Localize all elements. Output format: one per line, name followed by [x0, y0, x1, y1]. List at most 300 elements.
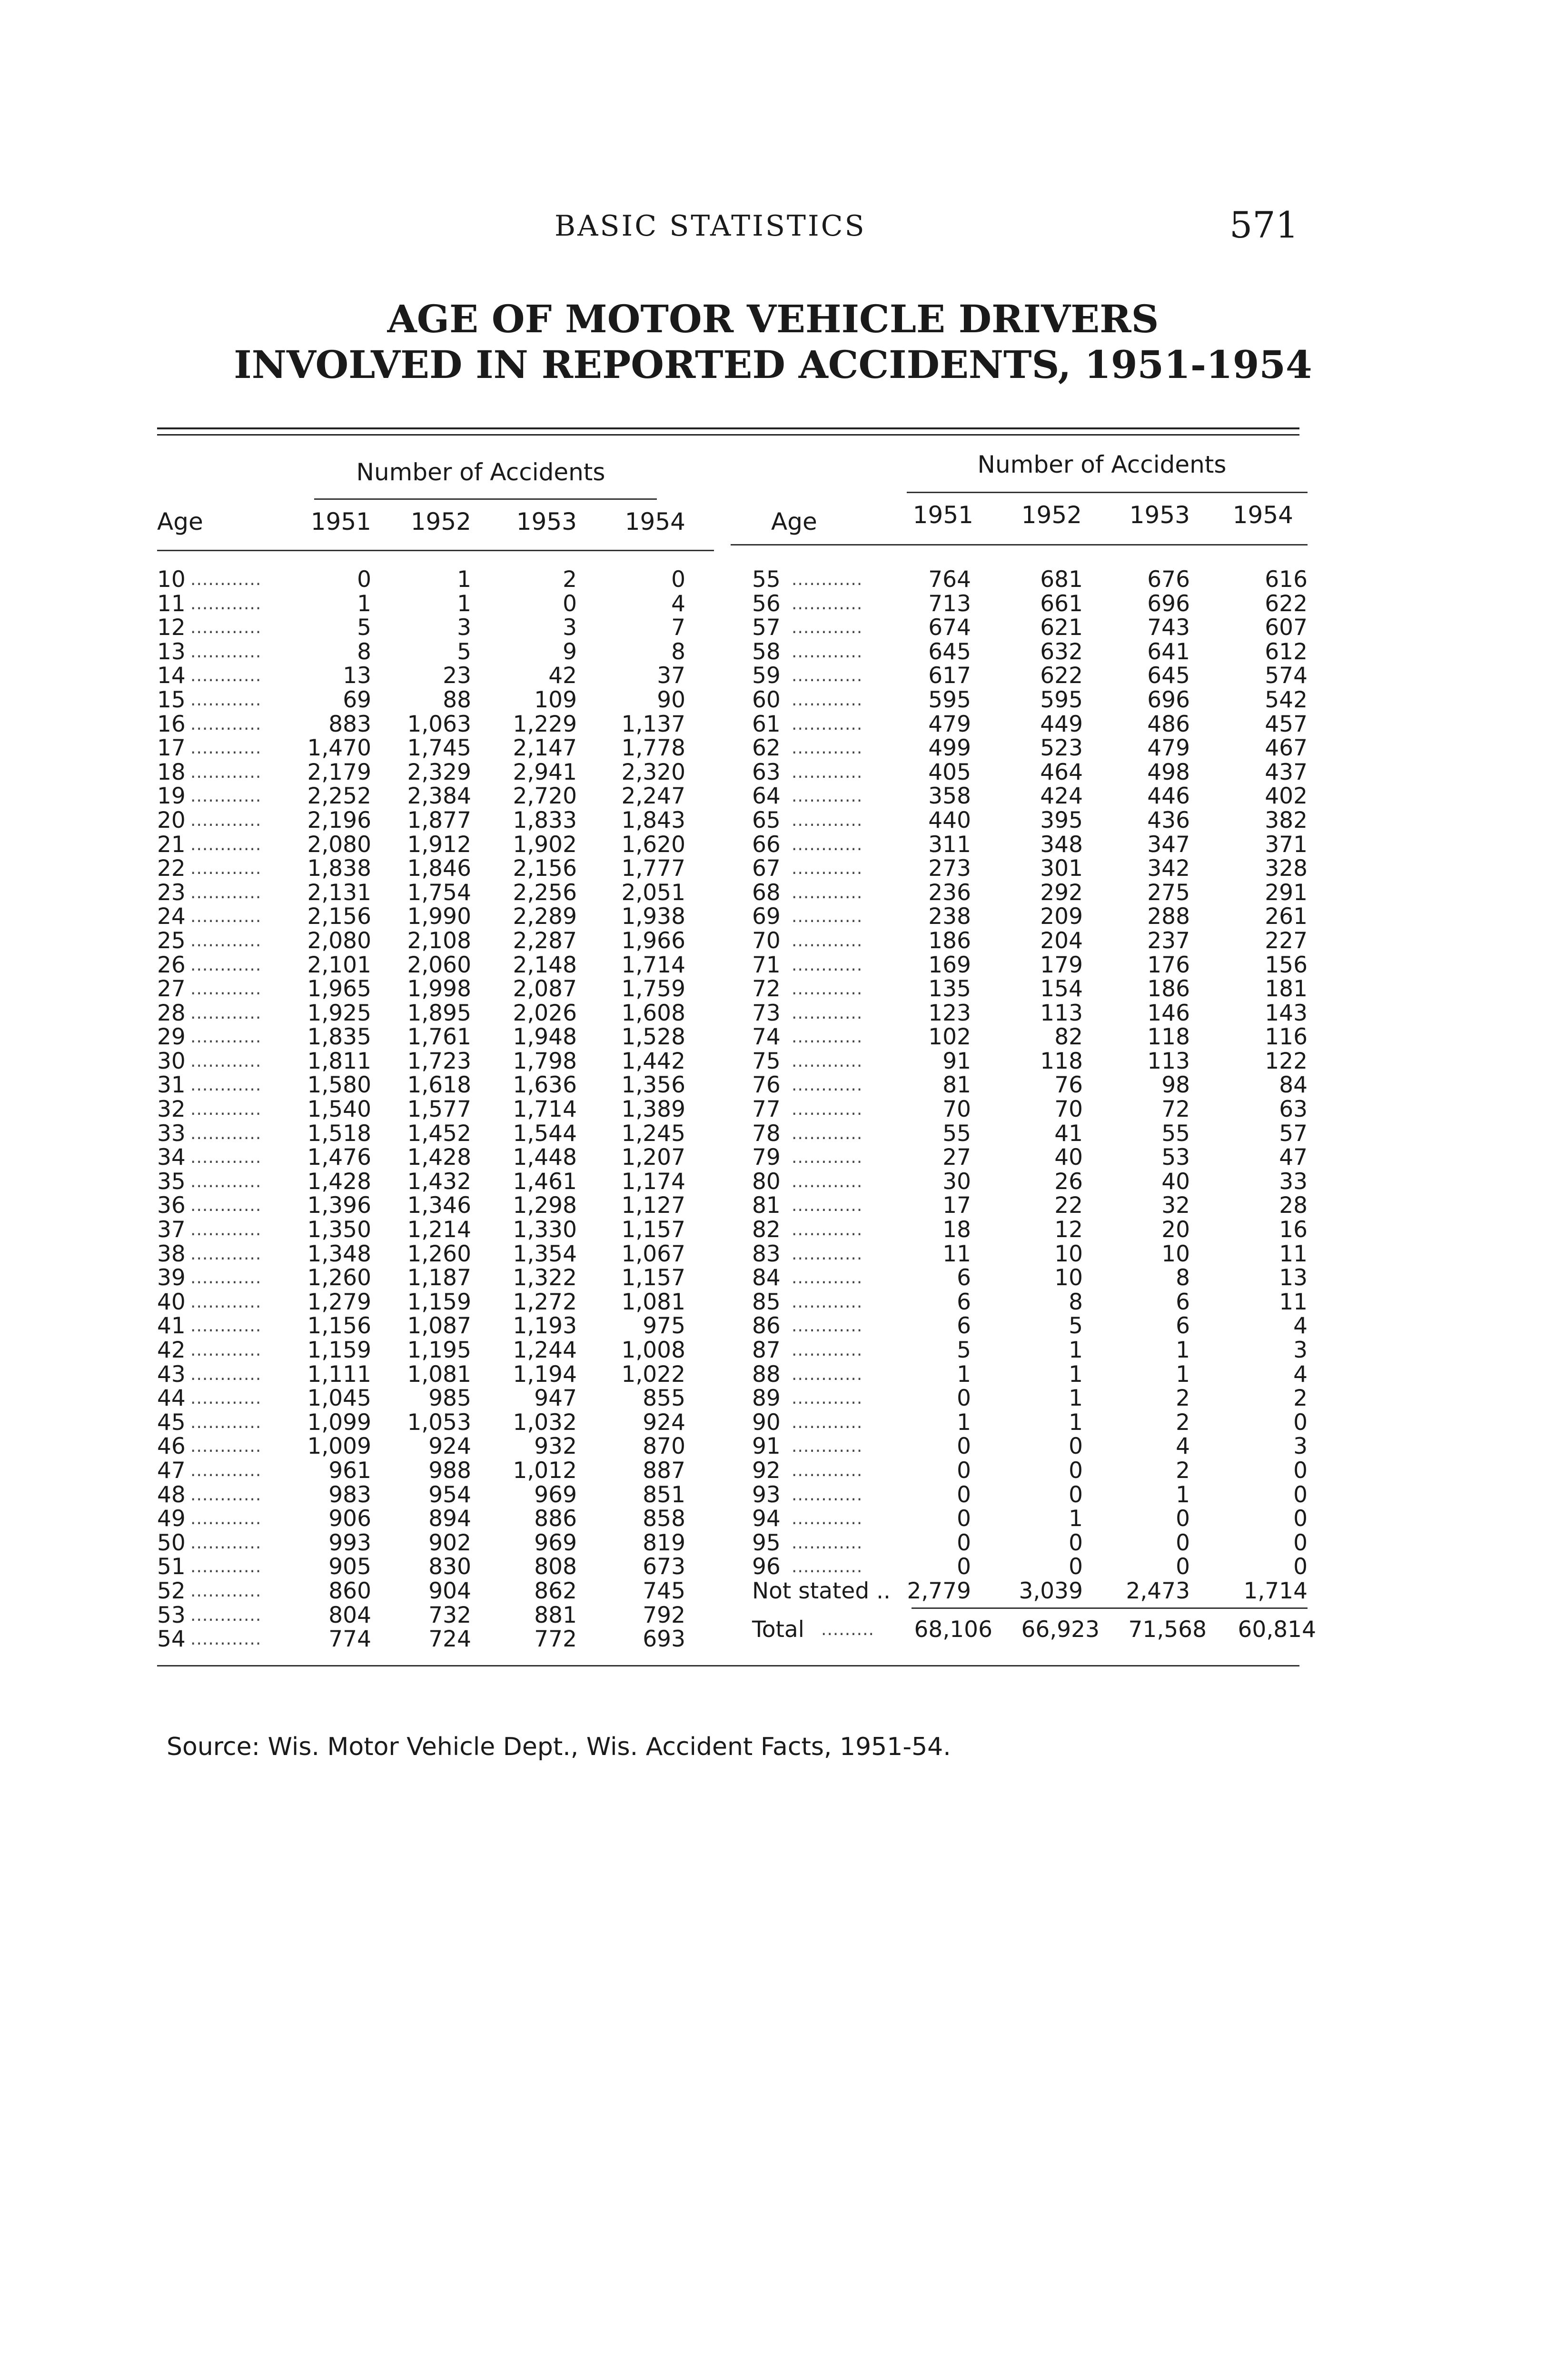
title-line-1: AGE OF MOTOR VEHICLE DRIVERS: [387, 297, 1159, 341]
value-cell-1954: 90: [657, 686, 685, 713]
value-cell-1952: 1,081: [407, 1361, 471, 1388]
value-cell-1954: 122: [1265, 1048, 1308, 1074]
age-cell: 63: [752, 759, 781, 785]
table-row: [157, 1339, 721, 1363]
dot-leader: ............: [190, 1171, 262, 1191]
span-rule-right: [907, 492, 1308, 493]
value-cell-1952: 113: [1040, 1000, 1083, 1026]
age-cell: 35: [157, 1168, 186, 1195]
value-cell-1951: 135: [928, 976, 971, 1002]
value-cell-1952: 10: [1054, 1240, 1083, 1267]
value-cell-1951: 1: [957, 1361, 971, 1388]
table-row: [731, 1218, 1308, 1242]
value-cell-1954: 1,081: [621, 1289, 685, 1315]
age-cell: 80: [752, 1168, 781, 1195]
value-cell-1952: 523: [1040, 735, 1083, 762]
value-cell-1953: 42: [548, 663, 577, 689]
value-cell-1954: 4: [671, 590, 685, 617]
value-cell-1954: 37: [657, 663, 685, 689]
table-row: [157, 1555, 721, 1579]
table-row: [157, 1459, 721, 1483]
table-row: [157, 1242, 721, 1267]
value-cell-1954: 371: [1265, 831, 1308, 858]
value-cell-1952: 830: [428, 1554, 471, 1580]
value-cell-1953: 1,902: [513, 831, 577, 858]
value-cell-1951: 1,156: [307, 1313, 371, 1339]
value-cell-1954: 402: [1265, 783, 1308, 810]
value-cell-1954: 2: [1293, 1385, 1308, 1412]
table-row: [157, 1387, 721, 1411]
value-cell-1951: 0: [957, 1457, 971, 1484]
table-row: [157, 1314, 721, 1339]
value-cell-1952: 209: [1040, 903, 1083, 930]
table-row: [731, 1122, 1308, 1146]
age-header-right: Age: [771, 508, 817, 536]
value-cell-1954: 437: [1265, 759, 1308, 785]
running-head: BASIC STATISTICS: [555, 209, 866, 243]
value-cell-1953: 55: [1161, 1120, 1190, 1147]
value-cell-1952: 3,039: [1019, 1577, 1083, 1604]
value-cell-1951: 169: [928, 952, 971, 978]
age-cell: 73: [752, 1000, 781, 1026]
value-cell-1951: 186: [928, 927, 971, 954]
value-cell-1952: 23: [443, 663, 471, 689]
value-cell-1952: 732: [428, 1602, 471, 1628]
value-cell-1954: 116: [1265, 1024, 1308, 1051]
age-cell: 29: [157, 1024, 186, 1051]
value-cell-1951: 0: [957, 1506, 971, 1532]
dot-leader: ............: [190, 1292, 262, 1312]
value-cell-1952: 1,877: [407, 807, 471, 833]
age-cell: 31: [157, 1072, 186, 1099]
value-cell-1952: 1,346: [407, 1192, 471, 1219]
dot-leader: ............: [792, 642, 863, 662]
value-cell-1951: 70: [942, 1096, 971, 1123]
age-cell: 90: [752, 1409, 781, 1436]
value-cell-1953: 886: [534, 1506, 577, 1532]
age-cell: 79: [752, 1144, 781, 1171]
value-cell-1953: 186: [1147, 976, 1190, 1002]
value-cell-1954: 1,157: [621, 1265, 685, 1291]
table-row: [157, 1073, 721, 1098]
value-cell-1951: 5: [957, 1337, 971, 1363]
dot-leader: ............: [792, 1460, 863, 1480]
value-cell-1953: 2,720: [513, 783, 577, 810]
value-cell-1952: 1,745: [407, 735, 471, 762]
table-row: [731, 688, 1308, 713]
age-cell: 71: [752, 952, 781, 978]
dot-leader: ............: [792, 1557, 863, 1577]
value-cell-1951: 1,580: [307, 1072, 371, 1099]
table-row: [731, 736, 1308, 761]
value-cell-1951: 6: [957, 1265, 971, 1291]
value-cell-1952: 1,998: [407, 976, 471, 1002]
table-row: [731, 929, 1308, 953]
value-cell-1954: 1,620: [621, 831, 685, 858]
table-row: [157, 1531, 721, 1556]
age-cell: 52: [157, 1577, 186, 1604]
age-cell: 21: [157, 831, 186, 858]
value-cell-1954: 1,759: [621, 976, 685, 1002]
dot-leader: ............: [190, 690, 262, 710]
value-cell-1951: 774: [328, 1626, 371, 1653]
span-header-right: Number of Accidents: [977, 451, 1227, 478]
value-cell-1954: 63: [1279, 1096, 1308, 1123]
dot-leader: ............: [792, 810, 863, 830]
dot-leader: ............: [190, 1388, 262, 1408]
table-row: [157, 1627, 721, 1652]
value-cell-1951: 993: [328, 1529, 371, 1556]
value-cell-1951: 0: [957, 1481, 971, 1508]
age-cell: 32: [157, 1096, 186, 1123]
value-cell-1953: 2,289: [513, 903, 577, 930]
age-cell: 87: [752, 1337, 781, 1363]
value-cell-1951: 27: [942, 1144, 971, 1171]
value-cell-1952: 2,384: [407, 783, 471, 810]
value-cell-1953: 696: [1147, 686, 1190, 713]
dot-leader: ............: [792, 907, 863, 927]
value-cell-1952: 988: [428, 1457, 471, 1484]
table-row: [731, 1507, 1308, 1531]
table-row: [157, 905, 721, 929]
age-cell: 48: [157, 1481, 186, 1508]
value-cell-1951: 1,260: [307, 1265, 371, 1291]
value-cell-1953: 4: [1176, 1433, 1190, 1460]
value-cell-1953: 146: [1147, 1000, 1190, 1026]
value-cell-1953: 2,287: [513, 927, 577, 954]
value-cell-1953: 446: [1147, 783, 1190, 810]
value-cell-1951: 358: [928, 783, 971, 810]
total-label: Total: [752, 1616, 804, 1643]
value-cell-1953: 1,544: [513, 1120, 577, 1147]
value-cell-1954: 2,051: [621, 879, 685, 906]
table-row: [731, 1314, 1308, 1339]
value-cell-1954: 1,389: [621, 1096, 685, 1123]
value-cell-1952: 1,761: [407, 1024, 471, 1051]
value-cell-1954: 457: [1265, 711, 1308, 737]
age-cell: 14: [157, 663, 186, 689]
table-row: [731, 1098, 1308, 1122]
value-cell-1954: 1,442: [621, 1048, 685, 1074]
value-cell-1951: 1,111: [307, 1361, 371, 1388]
value-cell-1954: 870: [643, 1433, 685, 1460]
value-cell-1953: 641: [1147, 638, 1190, 665]
value-cell-1953: 969: [534, 1529, 577, 1556]
value-cell-1952: 681: [1040, 566, 1083, 593]
value-cell-1951: 440: [928, 807, 971, 833]
value-cell-1951: 102: [928, 1024, 971, 1051]
value-cell-1951: 804: [328, 1602, 371, 1628]
table-row: [731, 664, 1308, 688]
header-rule-right: [731, 544, 1308, 545]
value-cell-1951: 1,045: [307, 1385, 371, 1412]
value-cell-1952: 154: [1040, 976, 1083, 1002]
table-bottom-rule: [157, 1665, 1299, 1666]
value-cell-1952: 424: [1040, 783, 1083, 810]
value-cell-1954: 1,008: [621, 1337, 685, 1363]
table-row: [731, 1483, 1308, 1507]
dot-leader: ............: [190, 1220, 262, 1240]
table-row: [731, 857, 1308, 881]
value-cell-1951: 30: [942, 1168, 971, 1195]
value-cell-1953: 1,012: [513, 1457, 577, 1484]
value-cell-1951: 81: [942, 1072, 971, 1099]
value-cell-1953: 676: [1147, 566, 1190, 593]
value-cell-1951: 236: [928, 879, 971, 906]
value-cell-1954: 612: [1265, 638, 1308, 665]
table-row: [157, 1098, 721, 1122]
value-cell-1951: 1,476: [307, 1144, 371, 1171]
value-cell-1952: 12: [1054, 1217, 1083, 1243]
span-header-left: Number of Accidents: [356, 458, 605, 486]
table-row: [157, 688, 721, 713]
value-cell-1952: 1: [457, 566, 471, 593]
value-cell-1952: 1: [1069, 1337, 1083, 1363]
table-row: [157, 1050, 721, 1074]
source-note: Source: Wis. Motor Vehicle Dept., Wis. Accident Facts, 1951-54.: [167, 1733, 951, 1761]
table-row: [731, 1002, 1308, 1026]
year-header-1952-right: 1952: [1021, 501, 1082, 529]
age-cell: 70: [752, 927, 781, 954]
value-cell-1951: 1,838: [307, 855, 371, 882]
dot-leader: ............: [792, 1509, 863, 1529]
value-cell-1952: 632: [1040, 638, 1083, 665]
value-cell-1953: 9: [563, 638, 577, 665]
value-cell-1951: 6: [957, 1289, 971, 1315]
value-cell-1954: 1,207: [621, 1144, 685, 1171]
value-cell-1951: 1,159: [307, 1337, 371, 1363]
value-cell-1951: 1,348: [307, 1240, 371, 1267]
value-cell-1951: 479: [928, 711, 971, 737]
age-cell: 30: [157, 1048, 186, 1074]
value-cell-1953: 479: [1147, 735, 1190, 762]
year-header-1951-left: 1951: [310, 508, 371, 536]
age-cell: 40: [157, 1289, 186, 1315]
dot-leader: ............: [792, 714, 863, 734]
table-row: [157, 857, 721, 881]
value-cell-1954: 1,966: [621, 927, 685, 954]
age-cell: 17: [157, 735, 186, 762]
value-cell-1951: 123: [928, 1000, 971, 1026]
table-row: [157, 1579, 721, 1604]
value-cell-1953: 2,256: [513, 879, 577, 906]
value-cell-1951: 1,279: [307, 1289, 371, 1315]
value-cell-1954: 924: [643, 1409, 685, 1436]
value-cell-1953: 969: [534, 1481, 577, 1508]
table-row: [157, 881, 721, 905]
value-cell-1953: 1,833: [513, 807, 577, 833]
value-cell-1953: 881: [534, 1602, 577, 1628]
value-cell-1953: 53: [1161, 1144, 1190, 1171]
age-cell: 83: [752, 1240, 781, 1267]
year-header-1951-right: 1951: [912, 501, 973, 529]
value-cell-1951: 0: [957, 1433, 971, 1460]
age-cell: 59: [752, 663, 781, 689]
value-cell-1953: 98: [1161, 1072, 1190, 1099]
value-cell-1954: 542: [1265, 686, 1308, 713]
dot-leader: ............: [190, 1148, 262, 1168]
total-rule: [912, 1607, 1308, 1609]
value-cell-1952: 1,195: [407, 1337, 471, 1363]
value-cell-1954: 851: [643, 1481, 685, 1508]
value-cell-1953: 486: [1147, 711, 1190, 737]
value-cell-1952: 22: [1054, 1192, 1083, 1219]
value-cell-1954: 4: [1293, 1313, 1308, 1339]
title-line-2: INVOLVED IN REPORTED ACCIDENTS, 1951-1954: [234, 342, 1312, 387]
dot-leader: ............: [792, 883, 863, 902]
value-cell-1954: 0: [1293, 1457, 1308, 1484]
dot-leader: ............: [792, 1533, 863, 1553]
age-cell: 53: [157, 1602, 186, 1628]
value-cell-1952: 464: [1040, 759, 1083, 785]
value-cell-1952: 1: [457, 590, 471, 617]
table-row: [731, 1339, 1308, 1363]
table-row: [731, 1194, 1308, 1218]
age-cell: 54: [157, 1626, 186, 1653]
age-cell: 39: [157, 1265, 186, 1291]
age-cell: 13: [157, 638, 186, 665]
value-cell-1953: 808: [534, 1554, 577, 1580]
age-cell: 34: [157, 1144, 186, 1171]
age-cell: 91: [752, 1433, 781, 1460]
table-row: [731, 1290, 1308, 1315]
value-cell-1952: 1: [1069, 1409, 1083, 1436]
value-cell-1952: 0: [1069, 1457, 1083, 1484]
value-cell-1952: 10: [1054, 1265, 1083, 1291]
age-cell: 81: [752, 1192, 781, 1219]
dot-leader: ............: [792, 955, 863, 975]
dot-leader: ............: [792, 666, 863, 686]
value-cell-1952: 1,053: [407, 1409, 471, 1436]
value-cell-1951: 645: [928, 638, 971, 665]
value-cell-1954: 0: [671, 566, 685, 593]
value-cell-1951: 906: [328, 1506, 371, 1532]
dot-leader: ............: [792, 834, 863, 854]
value-cell-1952: 1,577: [407, 1096, 471, 1123]
value-cell-1951: 713: [928, 590, 971, 617]
value-cell-1954: 693: [643, 1626, 685, 1653]
age-cell: 82: [752, 1217, 781, 1243]
table-row: [157, 1483, 721, 1507]
value-cell-1953: 1,798: [513, 1048, 577, 1074]
value-cell-1954: 858: [643, 1506, 685, 1532]
value-cell-1952: 1,432: [407, 1168, 471, 1195]
table-row: [157, 1435, 721, 1459]
value-cell-1951: 2,779: [907, 1577, 971, 1604]
age-cell: 38: [157, 1240, 186, 1267]
age-cell: 86: [752, 1313, 781, 1339]
value-cell-1951: 0: [357, 566, 371, 593]
table-row: [731, 1266, 1308, 1290]
value-cell-1952: 985: [428, 1385, 471, 1412]
table-row: [157, 1604, 721, 1628]
value-cell-1954: 1,843: [621, 807, 685, 833]
value-cell-1951: 69: [343, 686, 371, 713]
value-cell-1954: 156: [1265, 952, 1308, 978]
dot-leader: ............: [792, 1123, 863, 1143]
age-cell: 36: [157, 1192, 186, 1219]
age-cell: 41: [157, 1313, 186, 1339]
table-row: [731, 761, 1308, 785]
total-value-1953: 71,568: [1128, 1616, 1207, 1643]
value-cell-1951: 0: [957, 1385, 971, 1412]
dot-leader: ............: [792, 1171, 863, 1191]
age-cell: 75: [752, 1048, 781, 1074]
dot-leader: ............: [190, 979, 262, 999]
value-cell-1954: 1,938: [621, 903, 685, 930]
age-cell: 33: [157, 1120, 186, 1147]
table-row: [157, 1194, 721, 1218]
dot-leader: ............: [792, 1051, 863, 1071]
dot-leader: ............: [792, 1196, 863, 1216]
dot-leader: ............: [190, 1557, 262, 1577]
value-cell-1954: 855: [643, 1385, 685, 1412]
value-cell-1954: 1,137: [621, 711, 685, 737]
table-row: [731, 881, 1308, 905]
value-cell-1951: 18: [942, 1217, 971, 1243]
value-cell-1954: 0: [1293, 1506, 1308, 1532]
value-cell-1951: 1,350: [307, 1217, 371, 1243]
dot-leader: ............: [792, 1437, 863, 1457]
value-cell-1954: 11: [1279, 1289, 1308, 1315]
value-cell-1953: 1: [1176, 1337, 1190, 1363]
value-cell-1952: 1,187: [407, 1265, 471, 1291]
dot-leader: ............: [792, 1220, 863, 1240]
value-cell-1954: 181: [1265, 976, 1308, 1002]
value-cell-1952: 348: [1040, 831, 1083, 858]
table-row: [731, 1242, 1308, 1267]
value-cell-1953: 498: [1147, 759, 1190, 785]
value-cell-1951: 1,835: [307, 1024, 371, 1051]
dot-leader: ............: [190, 1003, 262, 1023]
value-cell-1952: 5: [1069, 1313, 1083, 1339]
value-cell-1953: 2,148: [513, 952, 577, 978]
value-cell-1952: 661: [1040, 590, 1083, 617]
value-cell-1954: 1,067: [621, 1240, 685, 1267]
value-cell-1953: 3: [563, 615, 577, 641]
value-cell-1953: 1,194: [513, 1361, 577, 1388]
value-cell-1954: 887: [643, 1457, 685, 1484]
value-cell-1954: 84: [1279, 1072, 1308, 1099]
value-cell-1951: 595: [928, 686, 971, 713]
age-cell: 10: [157, 566, 186, 593]
right-rows: [731, 566, 1316, 1643]
value-cell-1954: 1,356: [621, 1072, 685, 1099]
value-cell-1954: 745: [643, 1577, 685, 1604]
value-cell-1952: 2,108: [407, 927, 471, 954]
value-cell-1954: 2,247: [621, 783, 685, 810]
table-row: [157, 1507, 721, 1531]
dot-leader: ............: [190, 1412, 262, 1432]
value-cell-1953: 743: [1147, 615, 1190, 641]
value-cell-1954: 47: [1279, 1144, 1308, 1171]
value-cell-1952: 1: [1069, 1506, 1083, 1532]
dot-leader: ............: [190, 1051, 262, 1071]
value-cell-1953: 1,330: [513, 1217, 577, 1243]
table-row: [157, 1218, 721, 1242]
age-cell: 28: [157, 1000, 186, 1026]
value-cell-1953: 32: [1161, 1192, 1190, 1219]
total-value-1952: 66,923: [1021, 1616, 1100, 1643]
total-row: [731, 1616, 1316, 1643]
page-title: [0, 296, 1546, 387]
age-cell: 69: [752, 903, 781, 930]
age-cell: 88: [752, 1361, 781, 1388]
value-cell-1952: 902: [428, 1529, 471, 1556]
year-header-1954-right: 1954: [1232, 501, 1293, 529]
value-cell-1952: 70: [1054, 1096, 1083, 1123]
table-row: [731, 977, 1308, 1002]
